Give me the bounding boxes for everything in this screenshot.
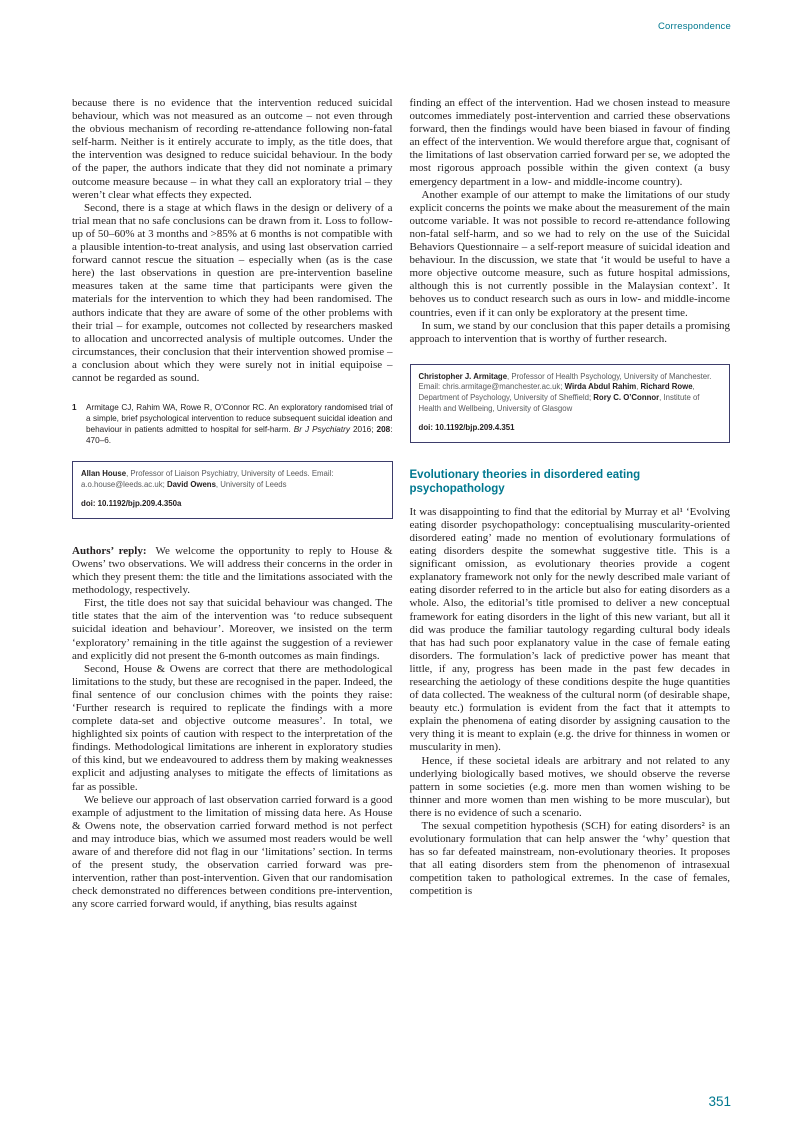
authors-reply-label: Authors’ reply:: [72, 544, 147, 557]
author-affiliation: , Department of Psychology, University of Sheffield;: [418, 382, 695, 402]
authors-reply-paragraph: finding an effect of the intervention. Had we chosen instead to measure outcomes immediately post-intervention and carried these observations forward, then the findings would have been biased in favour of finding an effect of the intervention. We would therefore argue that, cognisant of the limitations of last observation carried forward per se, we adopted the most rigorous approach possible within the given context (a busy emergency department in a low- and middle-income country).: [409, 97, 730, 188]
author-name: David Owens: [166, 479, 216, 489]
author-box-house: [72, 461, 393, 519]
journal-title: Br J Psychiatry: [293, 425, 350, 435]
letter-paragraph: The sexual competition hypothesis (SCH) for eating disorders² is an evolutionary formulation that can help answer the ‘why’ question that has so far defeated mainstream, non-evolutionary theories. It proposes that all eating disorders stem from the phenomenon of intrasexual competition taken to pathological extremes. In the case of females, competition is: [409, 820, 730, 898]
page-footer: [708, 1094, 731, 1109]
letter-paragraph: It was disappointing to find that the editorial by Murray et al¹ ‘Evolving eating disorder psychopathology: conceptualising muscularity-oriented disordered eating’ made no mention of evolutionary formulations of eating disorders despite the somewhat suggestive title. This is a significant omission, as evolutionary theories provide a cogent explanatory framework not only for the newly described male variant of eating disorder referred to in the article but also for eating disorders as a whole. Also, the editorial’s title promised to deliver a new conceptual framework for eating disorders in the light of this new variant, but all it did was produce the familiar tautology regarding cultural body ideals that has had such poor explanatory value in the case of female eating disorders. The formulation’s lack of predictive power has meant that little, if any, progress has been made in the past few decades in researching the aetiology of these conditions despite the huge quantities of data collected. The weakness of the cultural norm (of desirable shape, beauty etc.) formulation is evident from the fact that it attempts to explain the phenomena of eating disorder by assigning causation to the very thing it is meant to explain (e.g. the drive for thinness in women or muscularity in men).: [409, 505, 730, 754]
letter-paragraph: Second, there is a stage at which flaws in the design or delivery of a trial mean that no safe conclusions can be drawn from it. Loss to follow-up of 50–60% at 3 months and >85% at 6 months is not compatible with a plausible intention-to-treat analysis, and using last observation carried forward cannot rescue the situation – especially when (as is the case here) the last observations in question are pre-intervention baseline measures taken at the same time that participants were given the materials for the intervention to which they had been randomised. The authors indicate that they are aware of some of the other problems with their trial – for example, outcomes not collected by researchers masked to allocation and uncorrected analysis of multiple outcomes. Under the circumstances, their conclusion that their intervention showed promise – a conclusion about which they were surely not in initial equipoise – cannot be regarded as sound.: [72, 201, 393, 384]
author-affiliation: , Professor of Liaison Psychiatry, University of Leeds. Email: a.o.house@leeds.ac.uk;: [81, 469, 334, 489]
reference-pages: : 470–6.: [86, 425, 393, 446]
reference-year: 2016;: [349, 425, 377, 435]
running-head: [658, 21, 731, 32]
authors-reply-paragraph: [72, 545, 393, 597]
authors-reply-paragraph: Second, House & Owens are correct that there are methodological limitations to the study, but these are recognised in the paper. Indeed, the final sentence of our conclusion chimes with the points they raise: ‘Further research is required to replicate the findings with a more complete data-set and objective outcome measures’. In total, we highlighted six points of caution with respect to the interpretation of the findings. Methodological limitations are inherent in exploratory studies of this kind, but we endeavoured to address them by making weaknesses explicit and adjusting analyses to mitigate the effects of limitations as far as possible.: [72, 662, 393, 793]
column-right: [410, 97, 731, 911]
authors-reply-paragraph: In sum, we stand by our conclusion that this paper details a promising approach to intervention that is worthy of further research.: [409, 319, 730, 345]
letter-paragraph: Hence, if these societal ideals are arbitrary and not related to any underlying biologically based motives, we should observe the reverse pattern in some societies (e.g. more men than women wishing to be thinner and more women than men wishing to be more muscular), but there is no evidence of such a scenario.: [409, 754, 730, 819]
reference-item: [72, 402, 393, 446]
reference-number: 1: [72, 403, 77, 413]
author-affiliation: , Professor of Health Psychology, University of Manchester. Email: chris.armitage@manchester.ac.uk;: [418, 371, 712, 392]
authors-reply-paragraph: We believe our approach of last observation carried forward is a good example of adjustment to the limitation of missing data here. As House & Owens note, the observation carried forward method is not perfect and may introduce bias, which we assumed most readers would be well aware of and therefore did not flag in our ‘limitations’ section. In terms of the present study, the observation carried forward was pre-intervention, rather than post-intervention. Given that our randomisation check demonstrated no differences between conditions pre-intervention, any score carried forward would, if anything, bias results against: [72, 793, 393, 911]
letter-title: Evolutionary theories in disordered eating psychopathology: [409, 468, 641, 495]
reference-text: [86, 402, 393, 446]
authors-reply-text: We welcome the opportunity to reply to House & Owens’ two observations. We will address their concerns in the order in which they present them: the title and the limitations associated with the methodology, respectively.: [72, 544, 393, 597]
page-number: 351: [708, 1094, 731, 1109]
author-affiliations: [81, 469, 384, 490]
reference-citation: Armitage CJ, Rahim WA, Rowe R, O’Connor RC. An exploratory randomised trial of a simple, brief psychological intervention to reduce subsequent suicidal ideation and behaviour in patients admitted to hospital for self-harm.: [86, 403, 393, 435]
authors-reply-paragraph: Another example of our attempt to make the limitations of our study explicit concerns the points we make about the measurement of the main outcome variable. It was not possible to record re-attendance following non-fatal self-harm, and so we had to rely on the use of the Suicidal Behaviors Questionnaire – a self-report measure of suicidal ideation and behaviour. In the discussion, we state that ‘it would be useful to have a more objective outcome measure, such as future hospital admissions, although this is not currently possible in the Malaysian context’. It behoves us to conduct research such as ours in low- and middle-income countries, even if it can only be exploratory at the present time.: [409, 188, 730, 319]
section-label: Correspondence: [657, 21, 731, 32]
author-name: Wirda Abdul Rahim: [564, 382, 637, 392]
author-separator: ,: [636, 382, 641, 392]
author-affiliations: [419, 372, 722, 414]
author-name: Richard Rowe: [640, 382, 693, 392]
doi: doi: 10.1192/bjp.209.4.351: [418, 423, 515, 433]
author-affiliation: , Institute of Health and Wellbeing, University of Glasgow: [418, 392, 700, 413]
column-left: [72, 97, 393, 911]
letter-paragraph: because there is no evidence that the intervention reduced suicidal behaviour, which was not measured as an outcome – not even through the obvious mechanism of recording re-attendance following non-fatal self-harm. Neither is it entirely accurate to imply, as the title does, that the intervention was designed to reduce suicidal behaviour. In the body of the paper, the authors indicate that they did not nominate a primary outcome measure because – in what they call an exploratory trial – they weren’t clear what effects they expected.: [72, 97, 393, 201]
author-affiliation: , University of Leeds: [215, 479, 287, 489]
author-name: Allan House: [81, 469, 127, 479]
author-name: Rory C. O’Connor: [593, 392, 660, 402]
author-name: Christopher J. Armitage: [418, 371, 508, 381]
doi: doi: 10.1192/bjp.209.4.350a: [81, 499, 182, 509]
author-box-armitage: [410, 364, 731, 443]
reference-volume: 208: [376, 425, 391, 435]
authors-reply-paragraph: First, the title does not say that suicidal behaviour was changed. The title states that the aim of the intervention was ‘to reduce subsequent suicidal ideation and behaviour’. Moreover, we insisted on the term ‘exploratory’ remaining in the title against the suggestion of a reviewer and explicitly did not present the 6-month outcomes as main findings.: [72, 597, 393, 662]
content-columns: [72, 97, 730, 911]
